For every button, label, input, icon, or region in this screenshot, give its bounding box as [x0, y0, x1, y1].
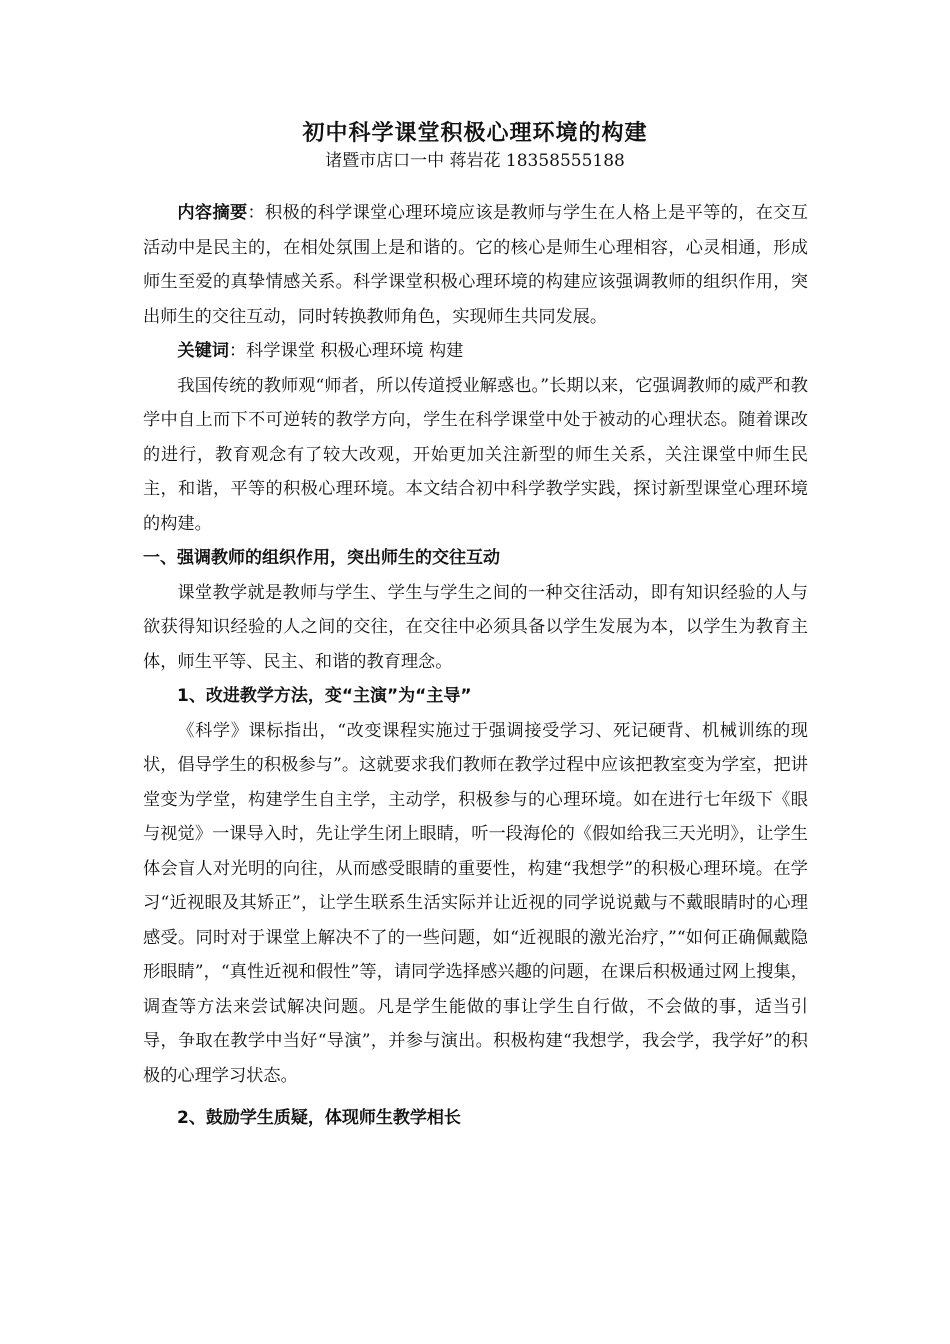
- document-body: [143, 196, 808, 1136]
- subsection-heading-2: 2、鼓励学生质疑，体现师生教学相长: [177, 1108, 461, 1128]
- keywords-text: ：科学课堂 积极心理环境 构建: [228, 341, 464, 361]
- subsection-heading-1: 1、改进教学方法，变“主演”为“主导”: [177, 686, 472, 706]
- abstract-label: 内容摘要: [177, 203, 248, 223]
- abstract-paragraph: [143, 196, 808, 334]
- subsection-1-paragraph: 《科学》课标指出，“改变课程实施过于强调接受学习、死记硬背、机械训练的现状，倡导学生的积极参与”。这就要求我们教师在教学过程中应该把教室变为学室，把讲堂变为学堂，构建学生自主学，主动学，积极参与的心理环境。如在进行七年级下《眼与视觉》一课导入时，先让学生闭上眼睛，听一段海伦的《假如给我三天光明》，让学生体会盲人对光明的向往，从而感受眼睛的重要性，构建“我想学”的积极心理环境。在学习“近视眼及其矫正”，让学生联系生活实际并让近视的同学说说戴与不戴眼睛时的心理感受。同时对于课堂上解决不了的一些问题，如“近视眼的激光治疗，”“如何正确佩戴隐形眼睛”，“真性近视和假性”等，请同学选择感兴趣的问题，在课后积极通过网上搜集，调查等方法来尝试解决问题。凡是学生能做的事让学生自行做，不会做的事，适当引导，争取在教学中当好“导演”，并参与演出。积极构建“我想学，我会学，我学好”的积极的心理学习状态。: [143, 720, 808, 1086]
- section-heading-1: 一、强调教师的组织作用，突出师生的交往互动: [143, 548, 500, 568]
- keywords-paragraph: [143, 334, 808, 369]
- keywords-label: 关键词: [177, 341, 229, 361]
- abstract-text: ：积极的科学课堂心理环境应该是教师与学生在人格上是平等的，在交互活动中是民主的，在相处氛围上是和谐的。它的核心是师生心理相容，心灵相通，形成师生至爱的真挚情感关系。科学课堂积极心理环境的构建应该强调教师的组织作用，突出师生的交往互动，同时转换教师角色，实现师生共同发展。: [143, 203, 808, 327]
- author-line: 诸暨市店口一中 蒋岩花 18358555188: [325, 151, 625, 171]
- intro-paragraph: 我国传统的教师观“师者，所以传道授业解惑也。”长期以来，它强调教师的威严和教学中自上而下不可逆转的教学方向，学生在科学课堂中处于被动的心理状态。随着课改的进行，教育观念有了较大改观，开始更加关注新型的师生关系，关注课堂中师生民主，和谐，平等的积极心理环境。本文结合初中科学教学实践，探讨新型课堂心理环境的构建。: [143, 375, 808, 534]
- document-title: 初中科学课堂积极心理环境的构建: [302, 121, 648, 146]
- section-1-paragraph: 课堂教学就是教师与学生、学生与学生之间的一种交往活动，即有知识经验的人与欲获得知识经验的人之间的交往，在交往中必须具备以学生发展为本，以学生为教育主体，师生平等、民主、和谐的教育理念。: [143, 582, 808, 672]
